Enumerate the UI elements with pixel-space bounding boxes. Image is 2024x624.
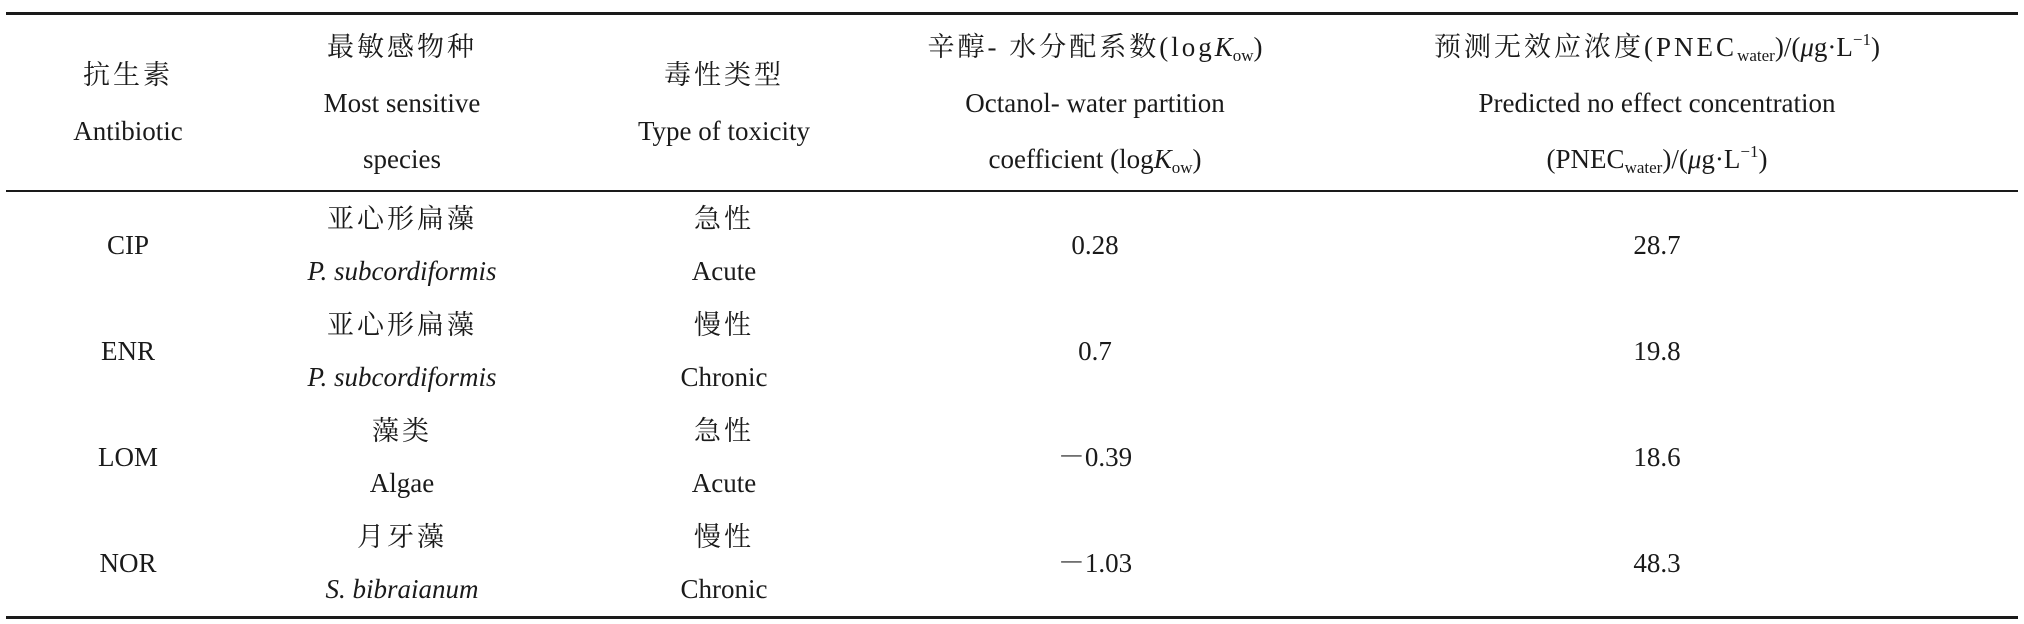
header-species-en-line2: species <box>363 143 441 174</box>
cell-species: 亚心形扁藻 P. subcordiformis <box>307 204 497 286</box>
header-toxicity-en: Type of toxicity <box>637 115 811 146</box>
header-species-zh: 最敏感物种 <box>327 31 477 62</box>
header-row <box>6 14 2018 192</box>
header-antibiotic-en: Antibiotic <box>73 115 183 146</box>
table-row <box>6 298 2018 404</box>
cell-toxicity: 慢性 Chronic <box>680 310 768 392</box>
antibiotic-pnec-table <box>6 12 2018 619</box>
header-logkow-en-line2: coefficient (logK$_{ow}$) <box>988 143 1202 177</box>
table-row <box>6 191 2018 298</box>
cell-logkow: 0.28 <box>1071 230 1119 260</box>
cell-pnec: 19.8 <box>1633 336 1681 366</box>
cell-species: 月牙藻 S. bibraianum <box>325 522 479 604</box>
cell-species: 藻类 Algae <box>369 416 435 498</box>
header-pnec-en-line2: $(PNEC_{water})/(\mu g\cdot L^{-1})$ <box>1546 141 1768 177</box>
header-pnec <box>1296 14 2018 192</box>
cell-logkow: －0.39 <box>1057 442 1133 472</box>
cell-pnec: 48.3 <box>1633 548 1681 578</box>
header-species <box>250 14 554 192</box>
header-toxicity <box>554 14 894 192</box>
header-toxicity-zh: 毒性类型 <box>664 59 784 90</box>
cell-toxicity: 急性 Acute <box>691 204 757 286</box>
table-row <box>6 510 2018 618</box>
header-pnec-en-line1: Predicted no effect concentration <box>1478 87 1836 118</box>
cell-toxicity: 急性 Acute <box>691 416 757 498</box>
header-species-en-line1: Most sensitive <box>323 87 481 118</box>
cell-pnec: 18.6 <box>1633 442 1681 472</box>
cell-antibiotic: NOR <box>99 548 157 578</box>
header-logkow <box>894 14 1296 192</box>
header-antibiotic-zh: 抗生素 <box>83 59 173 90</box>
cell-species: 亚心形扁藻 P. subcordiformis <box>307 310 497 392</box>
cell-logkow: －1.03 <box>1057 548 1133 578</box>
cell-logkow: 0.7 <box>1078 336 1112 366</box>
cell-antibiotic: CIP <box>106 230 150 260</box>
header-pnec-zh: 预测无效应浓度$(PNEC_{water})/(\mu g\cdot L^{-1})$ <box>1434 29 1880 65</box>
table-row <box>6 404 2018 510</box>
cell-antibiotic: ENR <box>101 336 155 366</box>
header-logkow-en-line1: Octanol- water partition <box>965 87 1225 118</box>
cell-antibiotic: LOM <box>98 442 158 472</box>
table-body <box>6 191 2018 618</box>
header-antibiotic <box>6 14 250 192</box>
table-header <box>6 14 2018 192</box>
cell-toxicity: 慢性 Chronic <box>680 522 768 604</box>
cell-pnec: 28.7 <box>1633 230 1681 260</box>
antibiotic-table-container <box>6 12 2018 619</box>
header-logkow-zh: 辛醇- 水分配系数(logK$_{ow}$) <box>927 31 1263 65</box>
